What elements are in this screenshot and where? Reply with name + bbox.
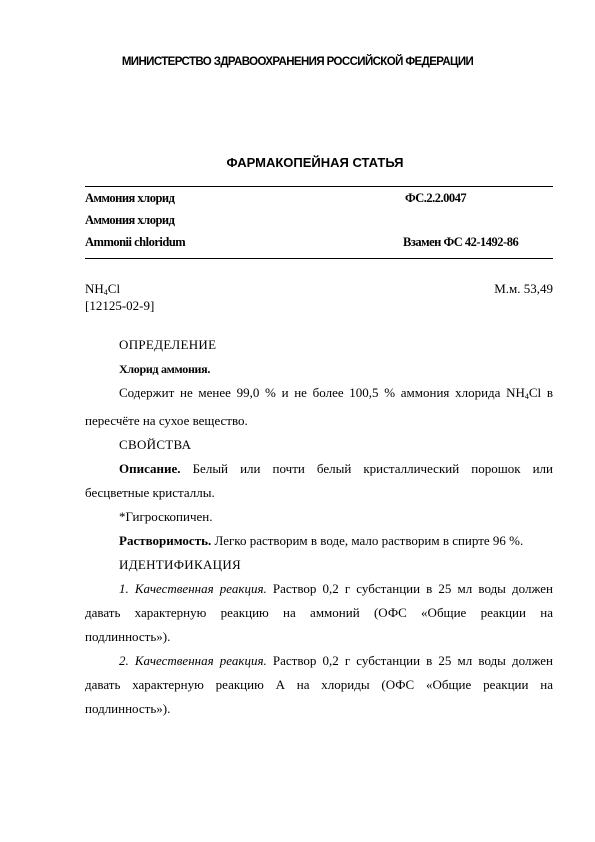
article-replaces: Взамен ФС 42-1492-86 [403,235,519,249]
definition-text [85,381,553,433]
article-name-ru-1: Аммония хлорид [85,191,175,205]
article-name-ru-2: Аммония хлорид [85,213,175,227]
definition-heading: ОПРЕДЕЛЕНИЕ [119,337,217,352]
document-title: ФАРМАКОПЕЙНАЯ СТАТЬЯ [226,155,404,170]
formula-tail: Cl [107,281,121,296]
ministry-header: МИНИСТЕРСТВО ЗДРАВООХРАНЕНИЯ РОССИЙСКОЙ ФЕДЕРАЦИИ [121,56,474,68]
identification-item-text: Раствор 0,2 г субстанции в 25 мл воды должен давать характерную реакцию на аммоний (ОФС «Общие реакции на подлинность»). [85,581,553,644]
properties-heading: СВОЙСТВА [119,437,192,452]
definition-name: Хлорид аммония. [119,362,211,376]
molar-mass: М.м. 53,49 [494,281,553,296]
solubility-paragraph [85,529,553,553]
description-paragraph [85,457,553,505]
article-code: ФС.2.2.0047 [405,191,467,205]
identification-heading: ИДЕНТИФИКАЦИЯ [119,557,241,572]
identification-item-label: 2. Качественная реакция. [119,653,267,668]
solubility-label: Растворимость. [119,533,212,548]
formula-subscript: 4 [103,288,108,297]
definition-text-end: Cl в пересчёте на сухое вещество. [85,385,554,428]
article-name-latin: Ammonii chloridum [85,235,186,249]
header-bottom-rule [85,258,553,259]
identification-item [85,649,553,721]
formula-main: NH [85,281,104,296]
cas-number: [12125-02-9] [85,298,155,313]
description-text: Белый или почти белый кристаллический порошок или бесцветные кристаллы. [85,461,553,500]
definition-subscript: 4 [524,392,529,401]
solubility-text: Легко растворим в воде, мало растворим в спирте 96 %. [211,533,524,548]
monograph-body [85,333,553,721]
description-label: Описание. [119,461,181,476]
hygroscopic-note: *Гигроскопичен. [119,509,213,524]
definition-text-start: Содержит не менее 99,0 % и не более 100,5 % аммония хлорида NH [119,385,525,400]
identification-item-label: 1. Качественная реакция. [119,581,267,596]
header-top-rule [85,186,553,187]
identification-item-text: Раствор 0,2 г субстанции в 25 мл воды должен давать характерную реакцию А на хлориды (ОФС «Общие реакции на подлинность»). [85,653,553,716]
chemical-formula [85,281,120,297]
identification-item [85,577,553,649]
